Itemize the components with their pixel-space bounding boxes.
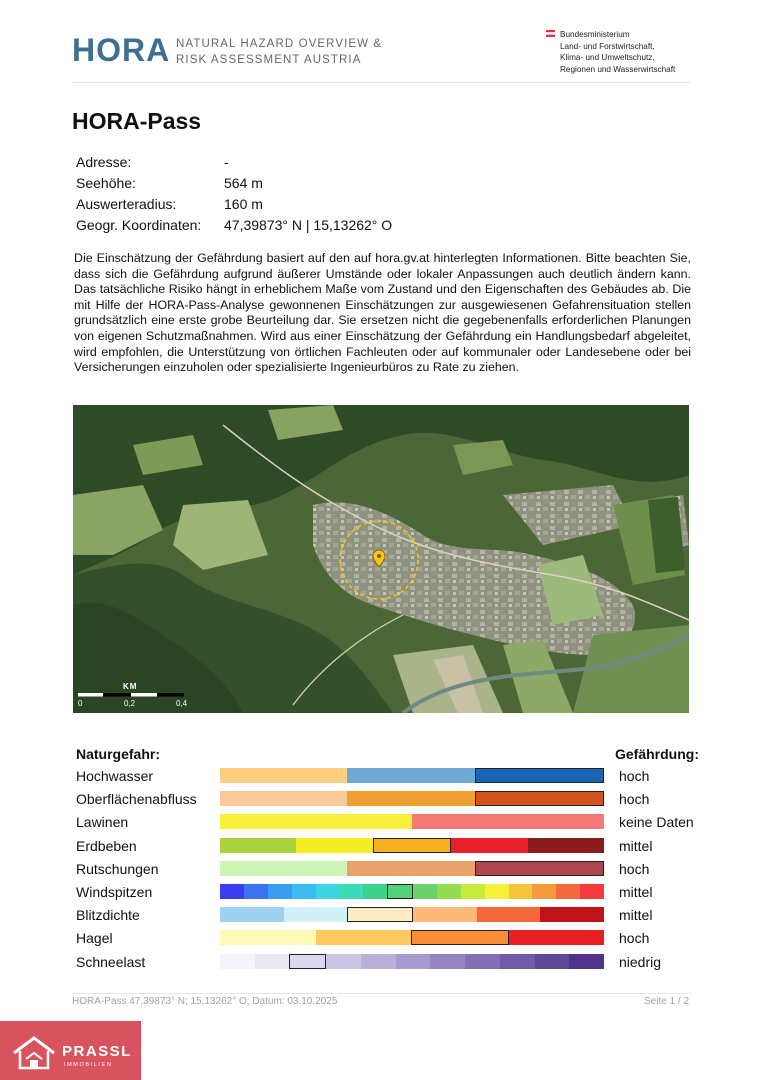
hazard-scale-segment — [556, 884, 580, 899]
ministry-line: Bundesministerium — [560, 30, 630, 39]
hazard-scale-segment — [413, 884, 437, 899]
info-label-radius: Auswerteradius: — [76, 196, 177, 212]
hazard-scale-segment — [316, 884, 340, 899]
info-value-radius: 160 m — [224, 196, 263, 212]
hazard-scale-segment — [485, 884, 509, 899]
info-value-coordinates: 47,39873° N | 15,13262° O — [224, 217, 393, 233]
hazard-name-schneelast: Schneelast — [76, 953, 146, 970]
info-value-address: - — [224, 154, 229, 170]
hazard-scale-segment — [347, 768, 474, 783]
hazard-scale-rutschungen — [220, 861, 604, 876]
house-icon — [12, 1035, 56, 1071]
hazard-scale-segment — [465, 954, 500, 969]
hazard-level-schneelast: niedrig — [619, 953, 662, 970]
hazard-name-oberflächenabfluss: Oberflächenabfluss — [76, 791, 197, 808]
hazard-scale-segment — [413, 907, 477, 922]
info-value-elevation: 564 m — [224, 175, 263, 191]
hazard-scale-segment — [509, 930, 605, 945]
hazard-scale-selected-segment — [475, 791, 604, 806]
hazard-level-oberflächenabfluss: hoch — [619, 791, 650, 808]
hazard-scale-segment — [292, 884, 316, 899]
disclaimer-paragraph: Die Einschätzung der Gefährdung basiert auf den auf hora.gv.at hinterlegten Informationen. Bitte beachten Sie, dass sich die Gefährdung aufgrund äußerer Umstände oder lokaler Anpassungen auch deutlich ändern kann. Das tatsächliche Risiko hängt in erheblichem Maße vom Zustand und den Eigenschaften des Gebäudes ab. Die mit Hilfe der HORA-Pass-Analyse gewonnenen Einschätzungen zur ausgewiesenen Gefahrensituation stellen grundsätzlich eine erste grobe Beurteilung dar. Sie ersetzen nicht die gegebenenfalls erforderlichen Planungen von eigenen Schutzmaßnahmen. Wird aus einer Einschätzung der Gefährdung ein Handlungsbedarf abgeleitet, wird empfohlen, die Unterstützung von örtlichen Fachleuten oder auf kommunaler oder Landesebene oder bei Versicherungen einzuholen oder spezialisierte Ingenieurbüros zu Rate zu ziehen. — [74, 251, 691, 375]
hazard-scale-segment — [220, 814, 412, 829]
hazard-name-hagel: Hagel — [76, 930, 113, 947]
brand-name: PRASSL — [62, 1043, 132, 1060]
hazard-scale-segment — [220, 768, 347, 783]
hazard-scale-segment — [220, 930, 316, 945]
ministry-line: Regionen und Wasserwirtschaft — [560, 64, 676, 74]
info-label-address: Adresse: — [76, 154, 132, 170]
hazard-column-header: Naturgefahr: — [76, 746, 161, 762]
hazard-name-erdbeben: Erdbeben — [76, 837, 137, 854]
scale-tick-0: 0 — [78, 699, 83, 708]
hazard-scale-selected-segment — [347, 907, 413, 922]
hazard-scale-segment — [540, 907, 604, 922]
hazard-scale-segment — [361, 954, 396, 969]
hazard-name-blitzdichte: Blitzdichte — [76, 907, 140, 924]
hazard-scale-segment — [430, 954, 465, 969]
info-label-elevation: Seehöhe: — [76, 175, 136, 191]
hazard-scale-segment — [220, 884, 244, 899]
hazard-scale-segment — [244, 884, 268, 899]
hora-logo: HORA — [72, 32, 171, 68]
hazard-scale-segment — [509, 884, 533, 899]
hazard-scale-segment — [326, 954, 361, 969]
hazard-level-windspitzen: mittel — [619, 884, 653, 900]
hazard-level-hagel: hoch — [619, 930, 650, 947]
hazard-scale-segment — [220, 838, 296, 853]
hazard-scale-segment — [347, 861, 474, 876]
hazard-name-windspitzen: Windspitzen — [76, 884, 153, 900]
hora-subtitle-line2: RISK ASSESSMENT AUSTRIA — [176, 54, 362, 66]
hazard-scale-segment — [220, 861, 347, 876]
scale-tick-2: 0,4 — [176, 699, 188, 708]
hazard-scale-segment — [396, 954, 431, 969]
info-label-coordinates: Geogr. Koordinaten: — [76, 217, 202, 233]
hazard-scale-oberflächenabfluss — [220, 791, 604, 806]
hazard-scale-selected-segment — [387, 884, 413, 899]
hazard-scale-segment — [477, 907, 541, 922]
hazard-scale-hochwasser — [220, 768, 604, 783]
footer-info: HORA-Pass 47,39873° N; 15,13262° O; Datum: 03.10.2025 — [72, 996, 338, 1007]
aerial-map[interactable] — [73, 405, 689, 713]
ministry-line: Klima- und Umweltschutz, — [560, 53, 655, 62]
scale-tick-1: 0,2 — [124, 699, 136, 708]
hazard-scale-segment — [220, 791, 347, 806]
hazard-scale-hagel — [220, 930, 604, 945]
header-divider — [72, 82, 690, 83]
hazard-scale-schneelast — [220, 954, 604, 969]
hazard-scale-segment — [220, 907, 284, 922]
hazard-scale-selected-segment — [289, 954, 326, 969]
hazard-name-hochwasser: Hochwasser — [76, 768, 154, 784]
hazard-scale-segment — [255, 954, 290, 969]
hazard-scale-segment — [268, 884, 292, 899]
hazard-name-lawinen: Lawinen — [76, 814, 129, 831]
hazard-scale-segment — [528, 838, 604, 853]
hazard-scale-selected-segment — [411, 930, 509, 945]
hazard-scale-segment — [347, 791, 474, 806]
ministry-line: Land- und Forstwirtschaft, — [560, 41, 655, 51]
ministry-logo-text — [560, 29, 675, 75]
hazard-scale-segment — [569, 954, 604, 969]
hazard-scale-segment — [535, 954, 570, 969]
hazard-scale-selected-segment — [475, 861, 604, 876]
hazard-scale-selected-segment — [475, 768, 604, 783]
hazard-scale-segment — [296, 838, 372, 853]
page-title: HORA-Pass — [72, 108, 202, 134]
hazard-scale-segment — [339, 884, 363, 899]
hazard-scale-selected-segment — [373, 838, 451, 853]
hazard-level-blitzdichte: mittel — [619, 907, 653, 924]
hora-subtitle-line1: NATURAL HAZARD OVERVIEW & — [176, 38, 383, 50]
footer-divider — [72, 993, 690, 994]
brand-subtitle: IMMOBILIEN — [64, 1062, 113, 1068]
hazard-scale-segment — [284, 907, 348, 922]
hora-subtitle — [176, 36, 382, 68]
hazard-level-lawinen: keine Daten — [619, 814, 694, 831]
page-number: Seite 1 / 2 — [644, 996, 690, 1007]
hazard-scale-segment — [580, 884, 604, 899]
hazard-scale-lawinen — [220, 814, 604, 829]
hazard-scale-segment — [412, 814, 604, 829]
hazard-level-hochwasser: hoch — [619, 768, 650, 784]
hazard-scale-segment — [500, 954, 535, 969]
risk-column-header: Gefährdung: — [615, 746, 699, 762]
hazard-scale-segment — [461, 884, 485, 899]
austria-flag-icon — [546, 30, 555, 37]
hazard-scale-segment — [437, 884, 461, 899]
hazard-scale-segment — [532, 884, 556, 899]
hazard-scale-erdbeben — [220, 838, 604, 853]
hazard-level-rutschungen: hoch — [619, 860, 650, 877]
hazard-level-erdbeben: mittel — [619, 837, 653, 854]
hazard-scale-segment — [363, 884, 387, 899]
hazard-scale-segment — [316, 930, 412, 945]
hazard-scale-segment — [451, 838, 527, 853]
hazard-scale-segment — [220, 954, 255, 969]
scale-unit-label: KM — [123, 682, 138, 691]
hazard-name-rutschungen: Rutschungen — [76, 860, 159, 877]
hazard-scale-blitzdichte — [220, 907, 604, 922]
aerial-map-image — [73, 405, 689, 713]
hazard-scale-windspitzen — [220, 884, 604, 899]
